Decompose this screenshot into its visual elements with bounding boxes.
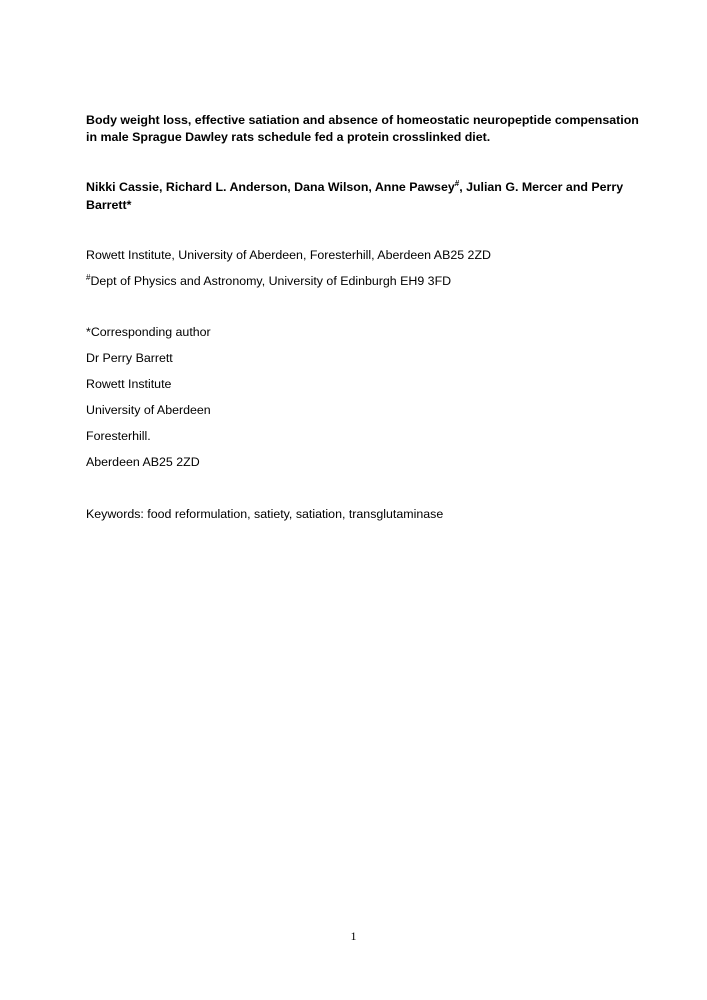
authors-part-2: , Julian G. Mercer and Perry Barrett <box>86 180 624 212</box>
corresponding-author-university: University of Aberdeen <box>86 403 211 417</box>
affiliation-edinburgh-text: Dept of Physics and Astronomy, University of Edinburgh EH9 3FD <box>90 274 452 288</box>
corresponding-author-name: Dr Perry Barrett <box>86 351 173 365</box>
corresponding-author-heading: *Corresponding author <box>86 325 211 339</box>
paper-title: Body weight loss, effective satiation and absence of homeostatic neuropeptide compensation in male Sprague Dawley rats schedule fed a protein crosslinked diet. <box>86 113 639 144</box>
keywords: Keywords: food reformulation, satiety, satiation, transglutaminase <box>86 507 444 521</box>
corresponding-author-institute: Rowett Institute <box>86 377 172 391</box>
affiliation-edinburgh <box>86 273 451 289</box>
page-number: 1 <box>350 929 357 943</box>
authors-part-1: Nikki Cassie, Richard L. Anderson, Dana Wilson, Anne Pawsey <box>86 180 455 194</box>
corresponding-author-mark: * <box>126 198 132 212</box>
corresponding-author-street: Foresterhill. <box>86 429 151 443</box>
edinburgh-affiliation-mark: # <box>86 272 91 282</box>
author-list <box>86 178 646 214</box>
affiliation-rowett: Rowett Institute, University of Aberdeen, Foresterhill, Aberdeen AB25 2ZD <box>86 248 491 262</box>
pawsey-affiliation-mark: # <box>454 178 460 188</box>
corresponding-author-city: Aberdeen AB25 2ZD <box>86 455 200 469</box>
